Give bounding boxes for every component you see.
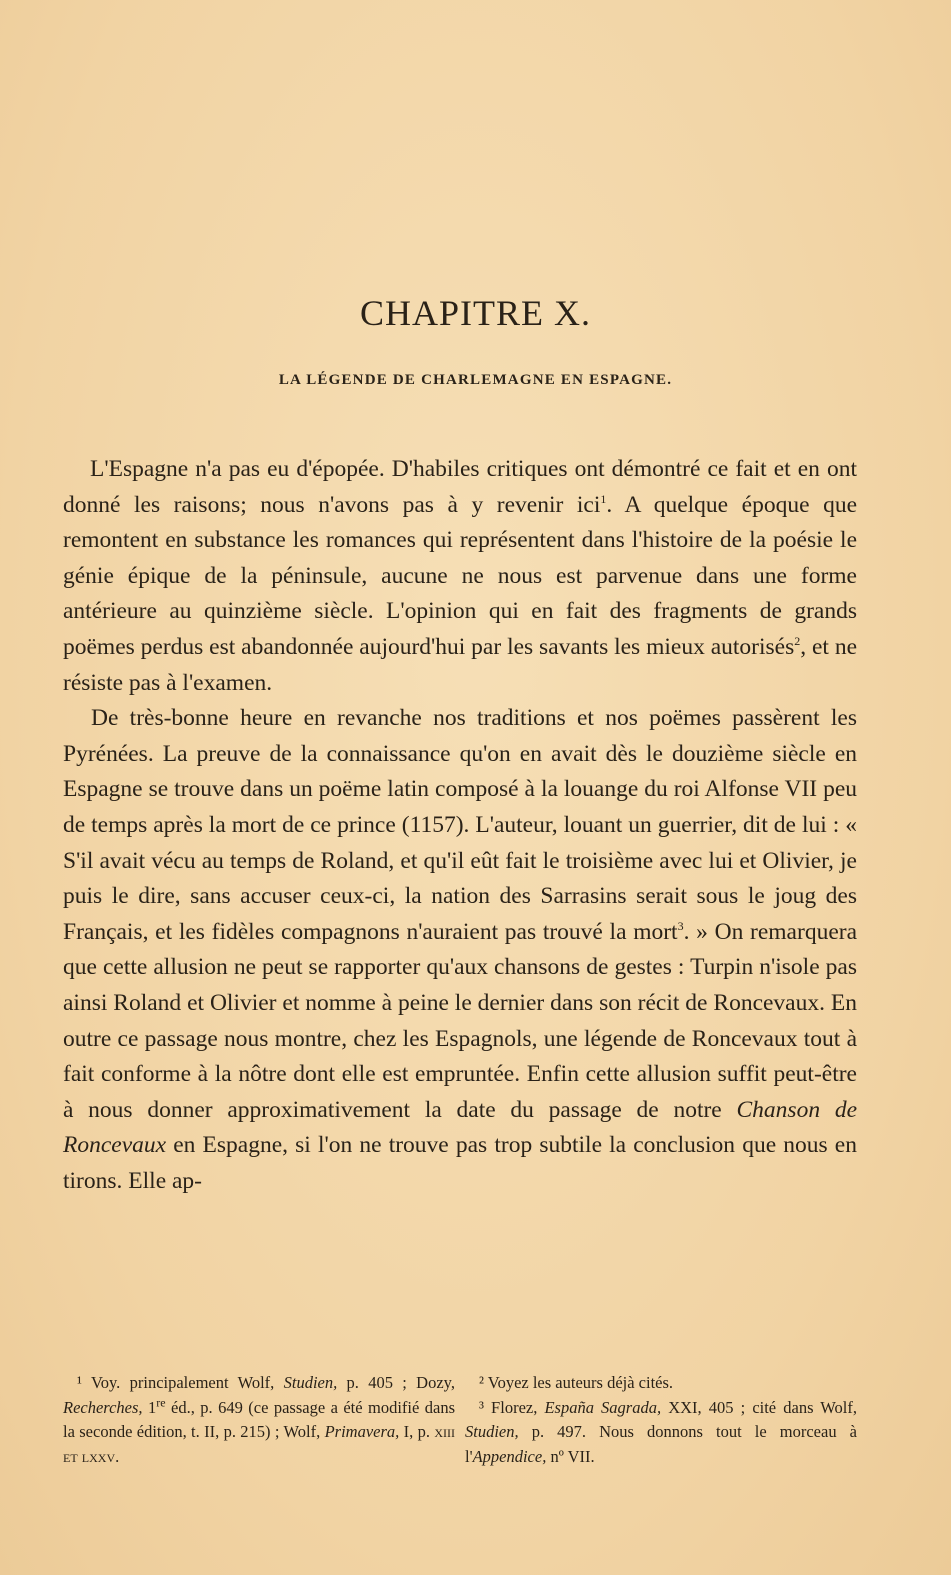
- footnote-ref-1: 1: [600, 491, 607, 506]
- text-run: . A quelque époque que remontent en substance les romances qui représentent dans l'histoire de la poésie le génie épique de la péninsule, aucune ne nous est parvenue dans une forme antérieure au quinzième siècle. L'opinion qui en fait des fragments de grands poëmes perdus est abandonnée aujourd'hui par les savants les mieux autorisés: [63, 491, 857, 660]
- work-title: Chanson de Roncevaux: [63, 1096, 858, 1159]
- text-run: éd., p. 649 (ce passage a été modifié dans la seconde édition, t. II, p. 215) ; Wolf,: [63, 1397, 455, 1441]
- footnote-1: [63, 1371, 455, 1469]
- text-run: I, p.: [399, 1422, 435, 1441]
- footnote-ref-2: 2: [794, 634, 801, 649]
- paragraph-1: [63, 452, 857, 701]
- text-run: Voyez les auteurs déjà cités.: [483, 1373, 674, 1392]
- text-run: p. 405 ; Dozy,: [337, 1373, 455, 1392]
- text-run: 1: [142, 1397, 157, 1417]
- work-title: Appendice,: [472, 1446, 547, 1466]
- roman-numerals: xiii et lxxv: [63, 1422, 455, 1466]
- footnote-mark: ¹: [77, 1373, 82, 1392]
- paragraph-2: [63, 701, 857, 1199]
- footnote-3: [465, 1396, 857, 1470]
- text-run: Voy. principalement Wolf,: [81, 1373, 284, 1392]
- footnotes-2-3: [465, 1371, 857, 1469]
- work-title: Studien,: [465, 1422, 519, 1441]
- footnotes: [63, 1371, 857, 1469]
- work-title: Primavera,: [324, 1422, 400, 1441]
- work-title: España Sagrada,: [544, 1397, 662, 1417]
- text-run: p. 497. Nous donnons tout le morceau à l': [465, 1422, 857, 1466]
- text-run: .: [115, 1446, 120, 1466]
- chapter-title: CHAPITRE X.: [359, 293, 591, 334]
- footnote-2: [465, 1371, 857, 1396]
- footnote-ref-3: 3: [677, 918, 684, 933]
- work-title: Studien,: [283, 1373, 338, 1392]
- text-run: nº VII.: [546, 1446, 595, 1466]
- footnote-mark: ²: [479, 1373, 484, 1392]
- text-run: L'Espagne n'a pas eu d'épopée. D'habiles critiques ont démontré ce fait et en ont donné les raisons; nous n'avons pas à y revenir ici: [63, 456, 857, 518]
- chapter-subtitle: LA LÉGENDE DE CHARLEMAGNE EN ESPAGNE.: [278, 372, 673, 388]
- text-run: XXI, 405 ; cité dans Wolf,: [661, 1397, 857, 1417]
- work-title: Recherches,: [63, 1397, 143, 1417]
- text-run: en Espagne, si l'on ne trouve pas trop subtile la conclusion que nous en tirons. Elle ap-: [63, 1132, 857, 1194]
- text-run: Florez,: [483, 1397, 545, 1417]
- body-text: [63, 452, 857, 1199]
- ordinal-suffix: re: [156, 1395, 166, 1409]
- text-run: De très-bonne heure en revanche nos traditions et nos poëmes passèrent les Pyrénées. La preuve de la connaissance qu'on en avait dès le douzième siècle en Espagne se trouve dans un poëme latin composé à la louange du roi Alfonse VII peu de temps après la mort de ce prince (1157). L'auteur, louant un guerrier, dit de lui : « S'il avait vécu au temps de Roland, et qu'il eût fait le troisième avec lui et Olivier, je puis le dire, sans accuser ceux-ci, la nation des Sarrasins serait sous le joug des Français, et les fidèles compagnons n'auraient pas trouvé la mort: [63, 705, 857, 945]
- text-run: , et ne résiste pas à l'examen.: [63, 633, 857, 696]
- footnote-mark: ³: [479, 1397, 484, 1417]
- text-run: . » On remarquera que cette allusion ne peut se rapporter qu'aux chansons de gestes : Turpin n'isole pas ainsi Roland et Olivier et nomme à peine le dernier dans son récit de Roncevaux. En outre ce passage nous montre, chez les Espagnols, une légende de Roncevaux tout à fait conforme à la nôtre dont elle est empruntée. Enfin cette allusion suffit peut-être à nous donner approximativement la date du passage de notre: [63, 918, 857, 1123]
